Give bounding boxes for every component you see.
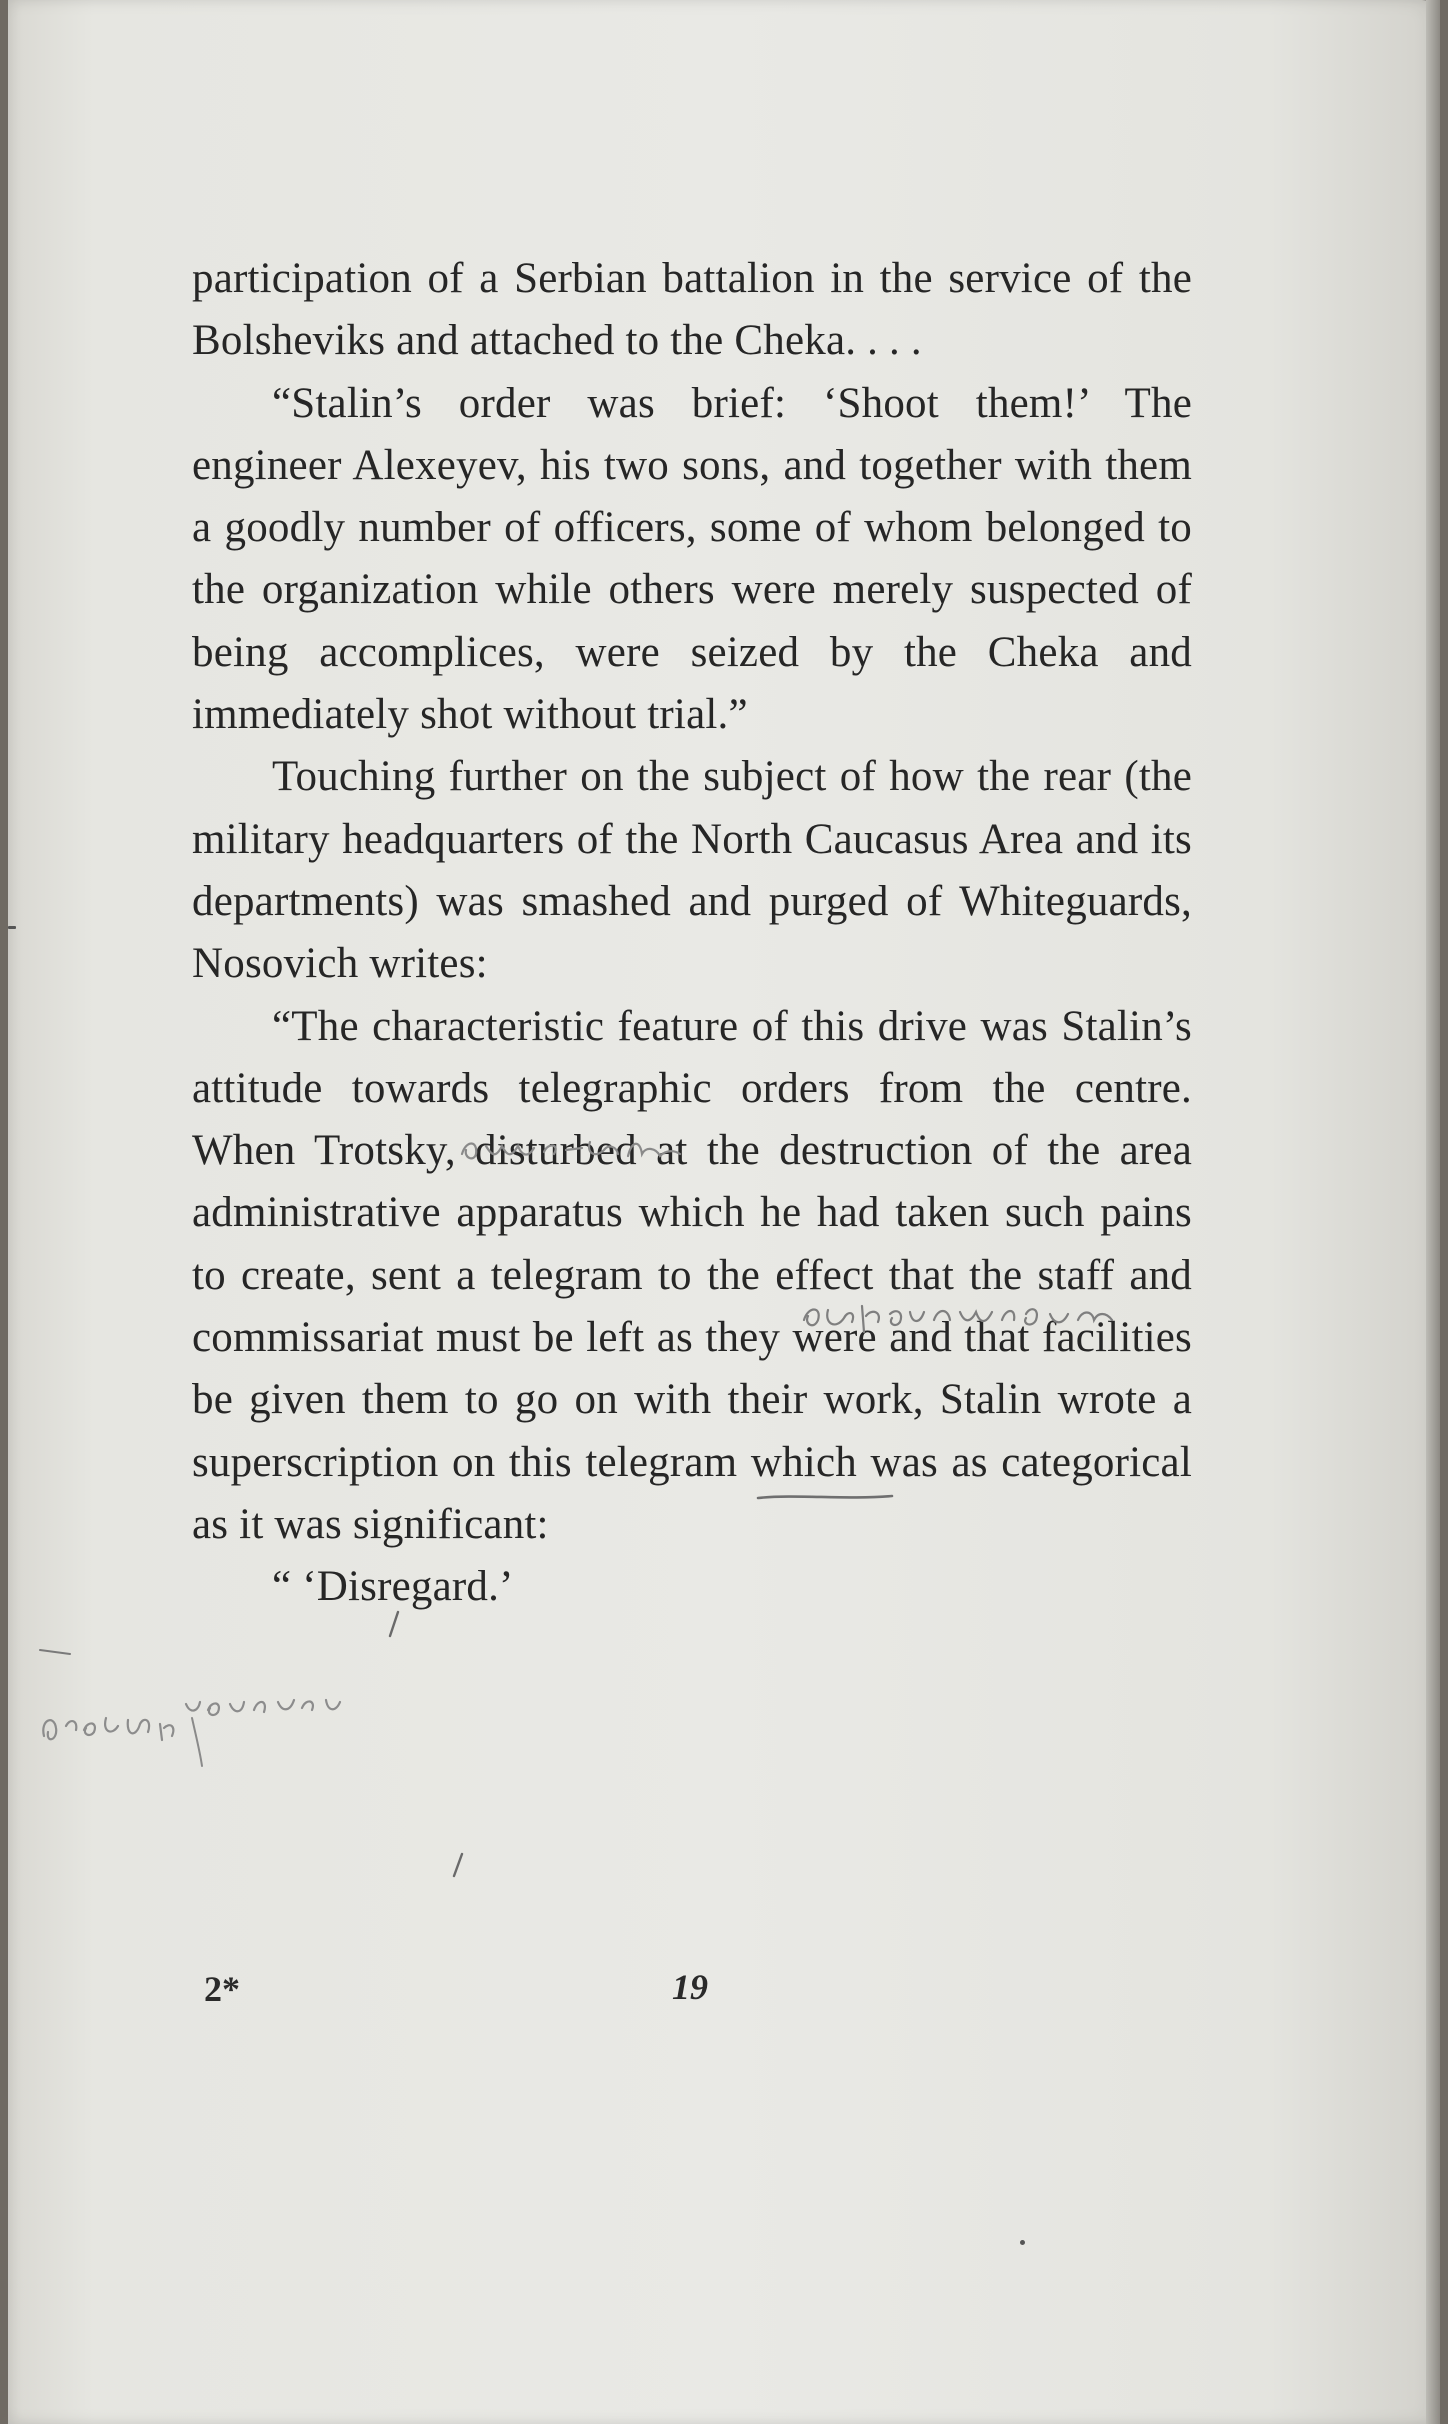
signature-mark: 2* [204, 1969, 240, 2009]
page-number: 19 [672, 1967, 708, 2007]
paragraph-5: “ ‘Disregard.’ [272, 1563, 514, 1611]
paragraph-1: participation of a Serbian battalion in the service of the Bolsheviks and attached to the Cheka. . . . [192, 255, 1192, 365]
paper-speck [1020, 2240, 1025, 2245]
pencil-mark-disregard [448, 1852, 468, 1882]
page-edge [1426, 0, 1440, 2424]
paragraph-4: “The characteristic feature of this drive was Stalin’s attitude towards telegraphic orders from the centre. When Trotsky, disturbed at the destruction of the area administrative apparatus which he had taken such pains to create, sent a telegram to the effect that the staff and commissariat must be left as they were and that facilities be given them to go on with their work, Stalin wrote a superscription on this telegram which was as categorical as it was significant: [192, 1002, 1192, 1548]
paragraph-3: Touching further on the subject of how the rear (the military headquarters of the North Caucasus Area and its departments) was smashed and purged of Whiteguards, Nosovich writes: [192, 753, 1192, 988]
body-text [192, 248, 1192, 1619]
paper-speck [8, 926, 16, 929]
pencil-margin-note [36, 1640, 396, 1770]
paragraph-2: “Stalin’s order was brief: ‘Shoot them!’ The engineer Alexeyev, his two sons, and together with them a goodly number of officers, some of whom belonged to the organization while others were merely suspected of being accomplices, were seized by the Cheka and immediately shot without trial.” [192, 379, 1192, 739]
book-page [8, 0, 1440, 2424]
